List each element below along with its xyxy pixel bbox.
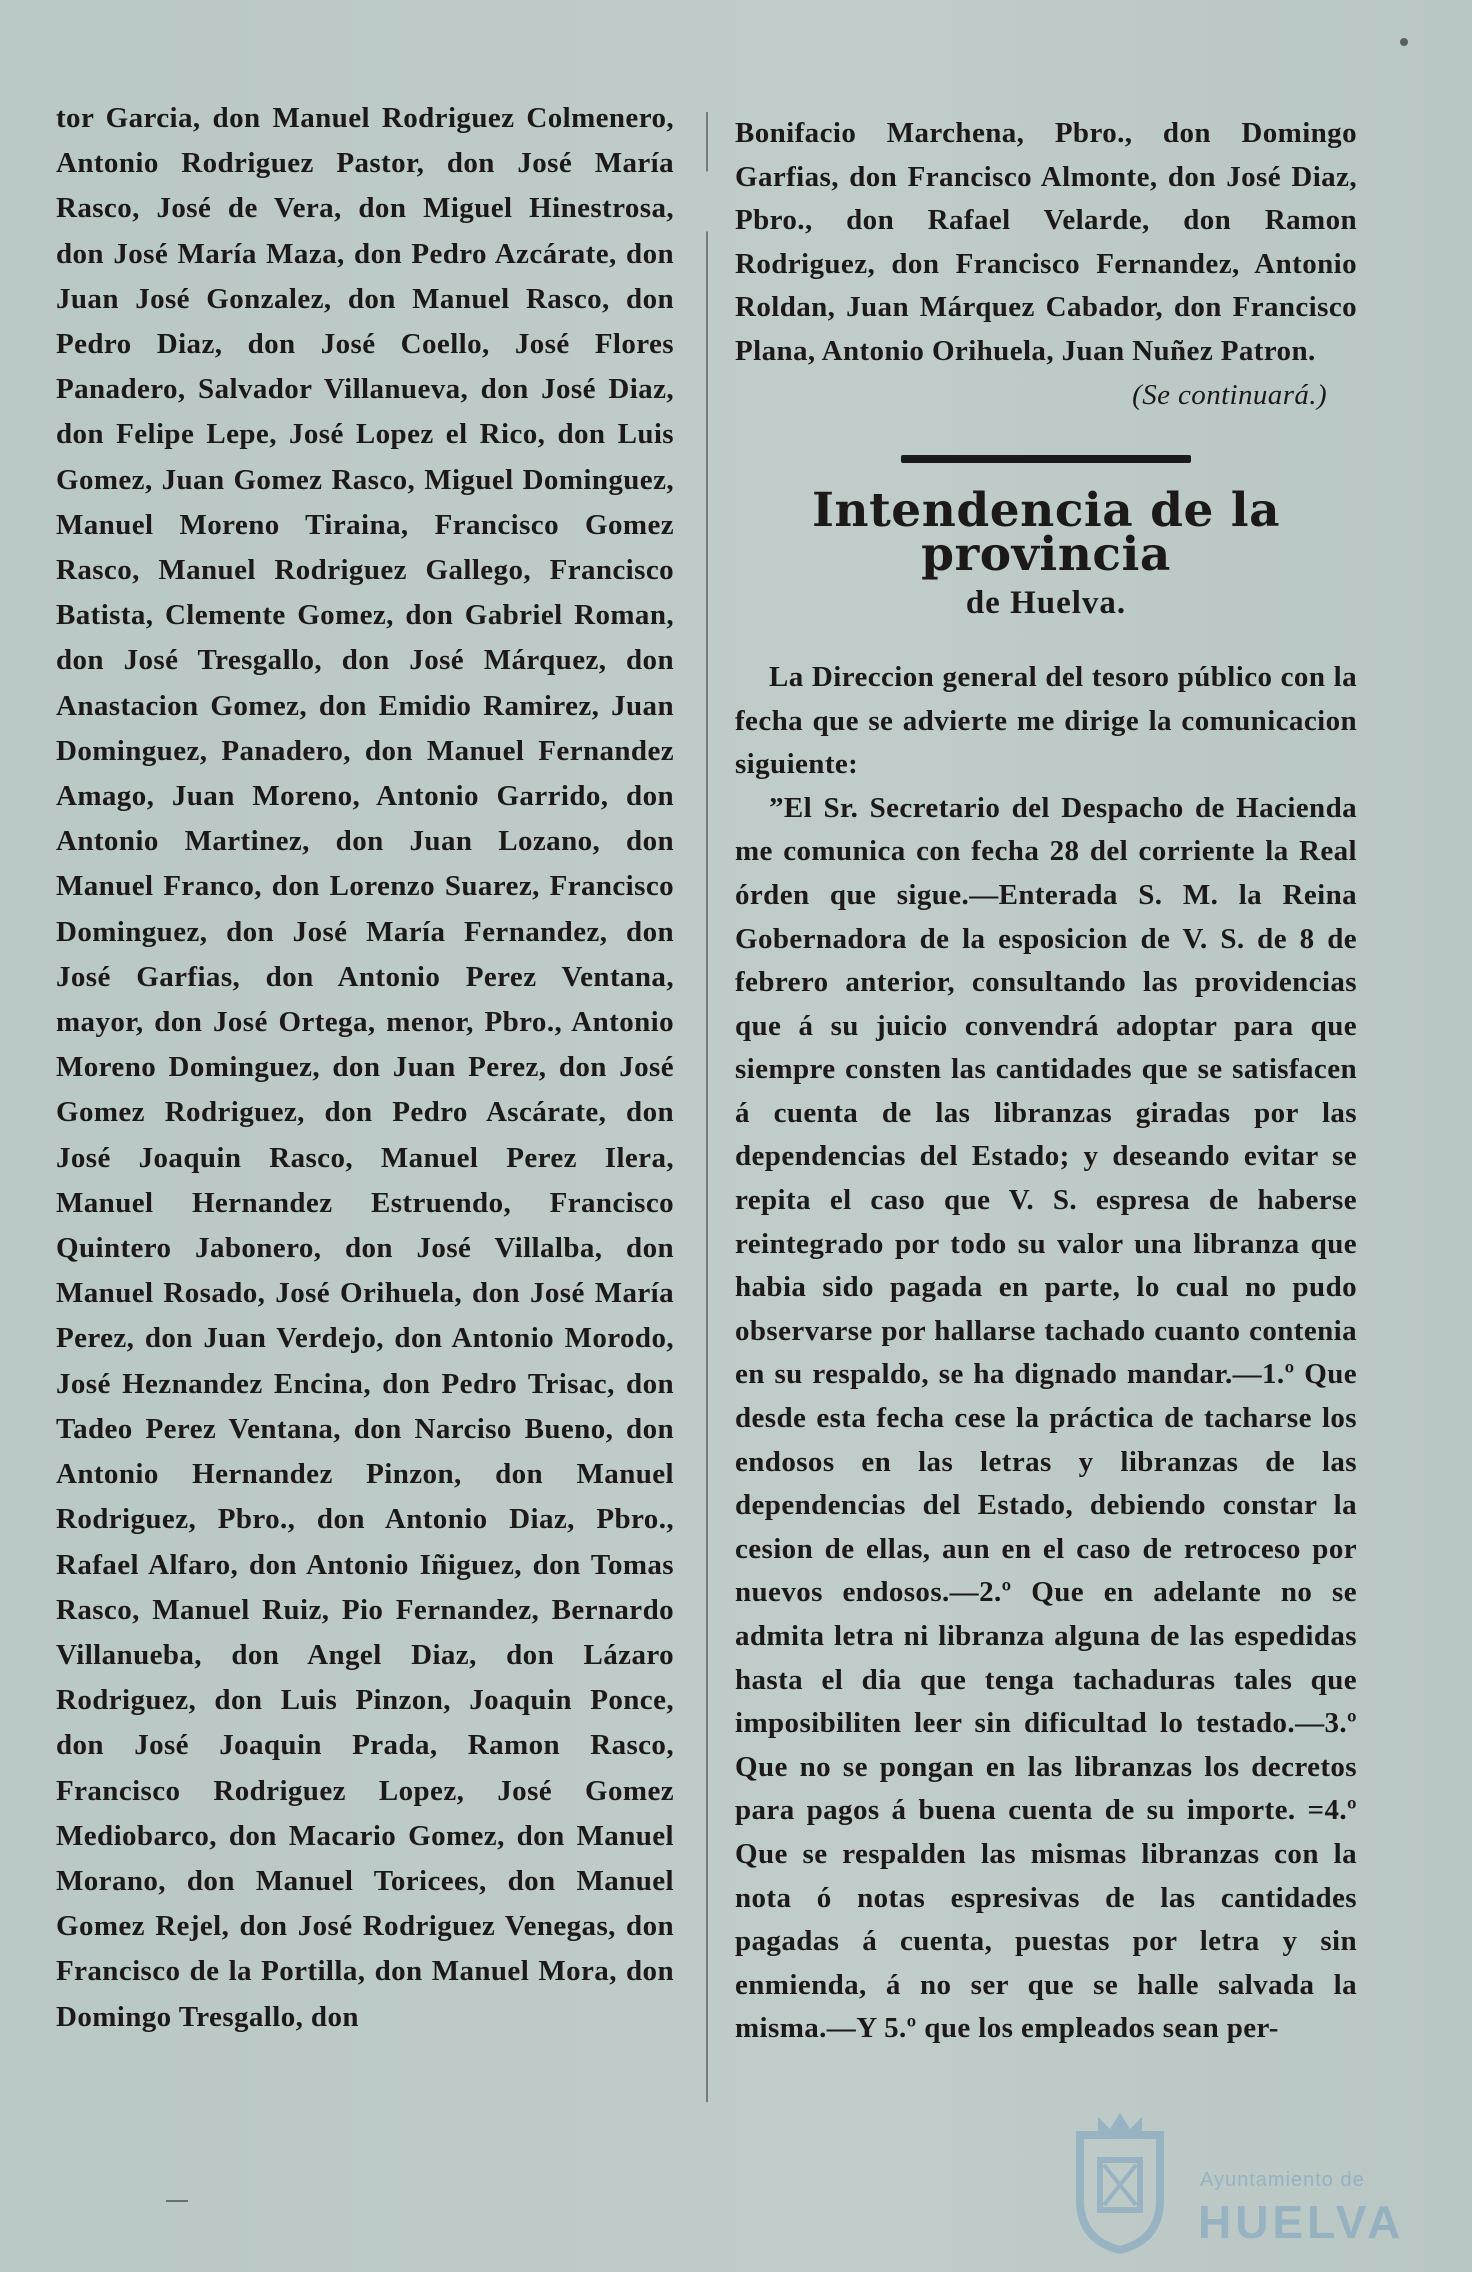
section-rule bbox=[901, 455, 1191, 463]
names-continuation-text: Bonifacio Marchena, Pbro., don Domingo Garfias, don Francisco Almonte, don José Diaz, Pbro., don Rafael Velarde, don Ramon Rodriguez, don Francisco Fernandez, Antonio Roldan, Juan Márquez Cabador, don Francisco Plana, Antonio Orihuela, Juan Nuñez Patron. bbox=[735, 117, 1357, 367]
paragraph-intro: La Direccion general del tesoro público con la fecha que se advierte me dirige la comunicacion siguiente: bbox=[735, 660, 1357, 781]
right-column bbox=[735, 112, 1357, 2051]
column-divider bbox=[706, 112, 708, 2102]
ink-spot bbox=[1400, 38, 1408, 46]
page-mark bbox=[166, 2200, 188, 2202]
coat-of-arms-icon bbox=[1060, 2105, 1180, 2255]
watermark-small-text: Ayuntamiento de bbox=[1200, 2169, 1365, 2191]
watermark bbox=[1060, 2105, 1420, 2255]
left-column bbox=[56, 96, 674, 2040]
watermark-big-text: HUELVA bbox=[1198, 2196, 1405, 2248]
left-column-text: tor Garcia, don Manuel Rodriguez Colmenero, Antonio Rodriguez Pastor, don José María Rasco, José de Vera, don Miguel Hinestrosa, don José María Maza, don Pedro Azcárate, don Juan José Gonzalez, don Manuel Rasco, don Pedro Diaz, don José Coello, José Flores Panadero, Salvador Villanueva, don José Diaz, don Felipe Lepe, José Lopez el Rico, don Luis Gomez, Juan Gomez Rasco, Miguel Dominguez, Manuel Moreno Tiraina, Francisco Gomez Rasco, Manuel Rodriguez Gallego, Francisco Batista, Clemente Gomez, don Gabriel Roman, don José Tresgallo, don José Márquez, don Anastacion Gomez, don Emidio Ramirez, Juan Dominguez, Panadero, don Manuel Fernandez Amago, Juan Moreno, Antonio Garrido, don Antonio Martinez, don Juan Lozano, don Manuel Franco, don Lorenzo Suarez, Francisco Dominguez, don José María Fernandez, don José Garfias, don Antonio Perez Ventana, mayor, don José Ortega, menor, Pbro., Antonio Moreno Dominguez, don Juan Perez, don José Gomez Rodriguez, don Pedro Ascárate, don José Joaquin Rasco, Manuel Perez Ilera, Manuel Hernandez Estruendo, Francisco Quintero Jabonero, don José Villalba, don Manuel Rosado, José Orihuela, don José María Perez, don Juan Verdejo, don Antonio Morodo, José Heznandez Encina, don Pedro Trisac, don Tadeo Perez Ventana, don Narciso Bueno, don Antonio Hernandez Pinzon, don Manuel Rodriguez, Pbro., don Antonio Diaz, Pbro., Rafael Alfaro, don Antonio Iñiguez, don Tomas Rasco, Manuel Ruiz, Pio Fernandez, Bernardo Villanueba, don Angel Diaz, don Lázaro Rodriguez, don Luis Pinzon, Joaquin Ponce, don José Joaquin Prada, Ramon Rasco, Francisco Rodriguez Lopez, José Gomez Mediobarco, don Macario Gomez, don Manuel Morano, don Manuel Toricees, don Manuel Gomez Rejel, don José Rodriguez Venegas, don Francisco de la Portilla, don Manuel Mora, don Domingo Tresgallo, don bbox=[56, 102, 674, 2033]
continuation-note: (Se continuará.) bbox=[1132, 378, 1327, 411]
section-title: Intendencia de la provincia bbox=[811, 483, 1281, 582]
section-subtitle: de Huelva. bbox=[965, 585, 1127, 622]
paragraph-royal-order: ”El Sr. Secretario del Despacho de Hacienda me comunica con fecha 28 del corriente la Real órden que sigue.—Enterada S. M. la Reina Gobernadora de la esposicion de V. S. de 8 de febrero anterior, consultando las providencias que á su juicio convendrá adoptar para que siempre consten las cantidades que se satisfacen á cuenta de las libranzas giradas por las dependencias del Estado; y deseando evitar se repita el caso que V. S. espresa de haberse reintegrado por todo su valor una libranza que habia sido pagada en parte, lo cual no pudo observarse por hallarse tachado cuanto contenia en su respaldo, se ha dignado mandar.—1.º Que desde esta fecha cese la práctica de tacharse los endosos en las letras y libranzas de las dependencias del Estado, debiendo constar la cesion de ellas, aun en el caso de retroceso por nuevos endosos.—2.º Que en adelante no se admita letra ni libranza alguna de las espedidas hasta el dia que tenga tachaduras tales que imposibiliten leer sin dificultad lo testado.—3.º Que no se pongan en las libranzas los decretos para pagos á buena cuenta de su importe. =4.º Que se respalden las mismas libranzas con la nota ó notas espresivas de las cantidades pagadas á cuenta, puestas por letra y sin enmienda, á no ser que se halle salvada la misma.—Y 5.º que los empleados sean per- bbox=[735, 791, 1357, 2045]
